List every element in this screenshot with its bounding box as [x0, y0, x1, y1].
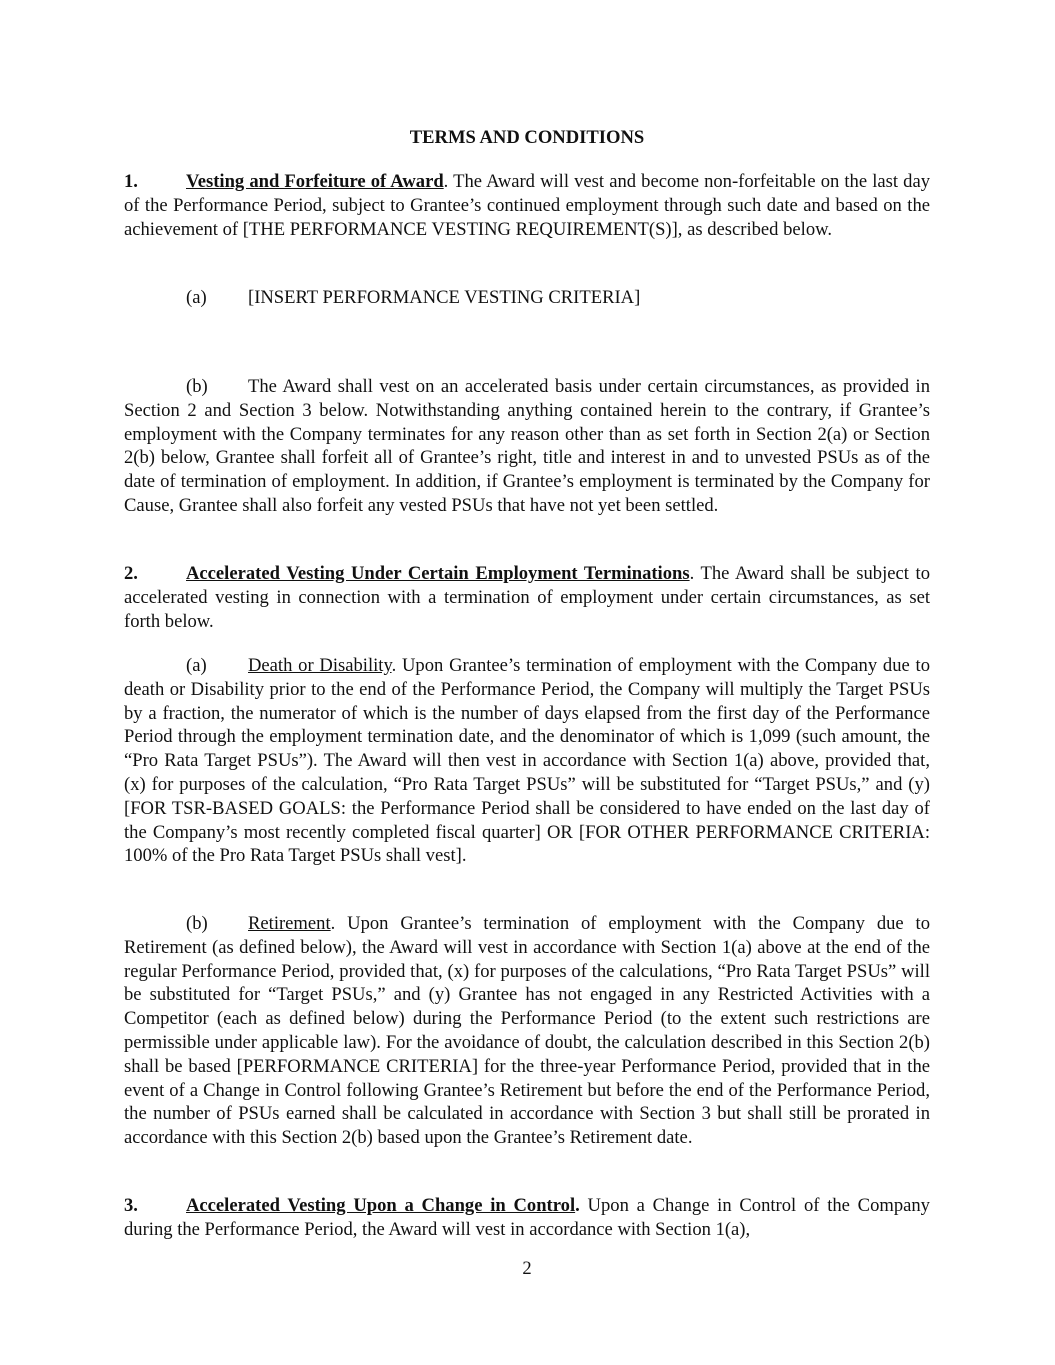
section-2b-paragraph	[124, 912, 930, 1150]
section-1-number: 1.	[124, 171, 138, 192]
document-title: TERMS AND CONDITIONS	[409, 127, 645, 148]
section-1b-label: (b)	[186, 376, 208, 397]
section-2-paragraph	[124, 562, 930, 633]
section-1a-body: [INSERT PERFORMANCE VESTING CRITERIA]	[248, 287, 641, 308]
section-1-heading: Vesting and Forfeiture of Award	[186, 171, 444, 192]
section-2-number: 2.	[124, 563, 138, 584]
section-1a-label: (a)	[186, 287, 207, 308]
section-1a-paragraph	[124, 286, 930, 310]
section-2a-paragraph	[124, 654, 930, 868]
section-2a-body: . Upon Grantee’s termination of employment with the Company due to death or Disability prior to the end of the Performance Period, the Company will multiply the Target PSUs by a fraction, the numerator of which is the number of days elapsed from the first day of the Performance Period through the employment termination date, and the denominator of which is 1,099 (such amount, the “Pro Rata Target PSUs”). The Award will then vest in accordance with Section 1(a) above, provided that, (x) for purposes of the calculation, “Pro Rata Target PSUs” will be substituted for “Target PSUs,” and (y) [FOR TSR-BASED GOALS: the Performance Period shall be considered to have ended on the last day of the Company’s most recently completed fiscal quarter] OR [FOR OTHER PERFORMANCE CRITERIA: 100% of the Pro Rata Target PSUs shall vest].	[124, 655, 930, 867]
section-1-body: The Award will vest and become non-forfeitable on the last day of the Performance Period, subject to Grantee’s continued employment through such date and based on the achievement of [THE PERFORMANCE VESTING REQUIREMENT(S)], as described below.	[124, 171, 930, 240]
section-2a-label: (a)	[186, 655, 207, 676]
section-2a-heading: Death or Disability	[248, 655, 392, 676]
section-2-heading-punct: .	[689, 563, 695, 584]
section-2-body: The Award shall be subject to accelerated vesting in connection with a termination of employment under certain circumstances, as set forth below.	[124, 563, 930, 632]
page-number: 2	[522, 1258, 532, 1279]
section-3-body: Upon a Change in Control of the Company during the Performance Period, the Award will vest in accordance with Section 1(a),	[124, 1195, 930, 1240]
section-2b-heading: Retirement	[248, 913, 331, 934]
section-3-paragraph	[124, 1194, 930, 1242]
section-1b-paragraph	[124, 375, 930, 518]
section-1-heading-punct: .	[443, 171, 449, 192]
section-3-heading-punct: .	[575, 1195, 580, 1216]
section-1b-body: The Award shall vest on an accelerated basis under certain circumstances, as provided in Section 2 and Section 3 below. Notwithstanding anything contained herein to the contrary, if Grantee’s employment with the Company terminates for any reason other than as set forth in Section 2(a) or Section 2(b) below, Grantee shall forfeit all of Grantee’s right, title and interest in and to unvested PSUs as of the date of termination of employment. In addition, if Grantee’s employment is terminated by the Company for Cause, Grantee shall also forfeit any vested PSUs that have not yet been settled.	[124, 376, 930, 516]
section-2b-body: . Upon Grantee’s termination of employment with the Company due to Retirement (as defined below), the Award will vest in accordance with Section 1(a) above at the end of the regular Performance Period, provided that, (x) for purposes of the calculations, “Pro Rata Target PSUs” will be substituted for “Target PSUs,” and (y) Grantee has not engaged in any Restricted Activities with a Competitor (each as defined below) during the Performance Period (to the extent such restrictions are permissible under applicable law). For the avoidance of doubt, the calculation described in this Section 2(b) shall be based [PERFORMANCE CRITERIA] for the three-year Performance Period, provided that in the event of a Change in Control following Grantee’s Retirement but before the end of the Performance Period, the number of PSUs earned shall be calculated in accordance with Section 3 but shall still be prorated in accordance with this Section 2(b) based upon the Grantee’s Retirement date.	[124, 913, 930, 1149]
section-2b-label: (b)	[186, 913, 208, 934]
section-1-paragraph	[124, 170, 930, 241]
section-3-number: 3.	[124, 1195, 138, 1216]
section-3-heading: Accelerated Vesting Upon a Change in Control	[186, 1195, 576, 1216]
section-2-heading: Accelerated Vesting Under Certain Employment Terminations	[186, 563, 690, 584]
